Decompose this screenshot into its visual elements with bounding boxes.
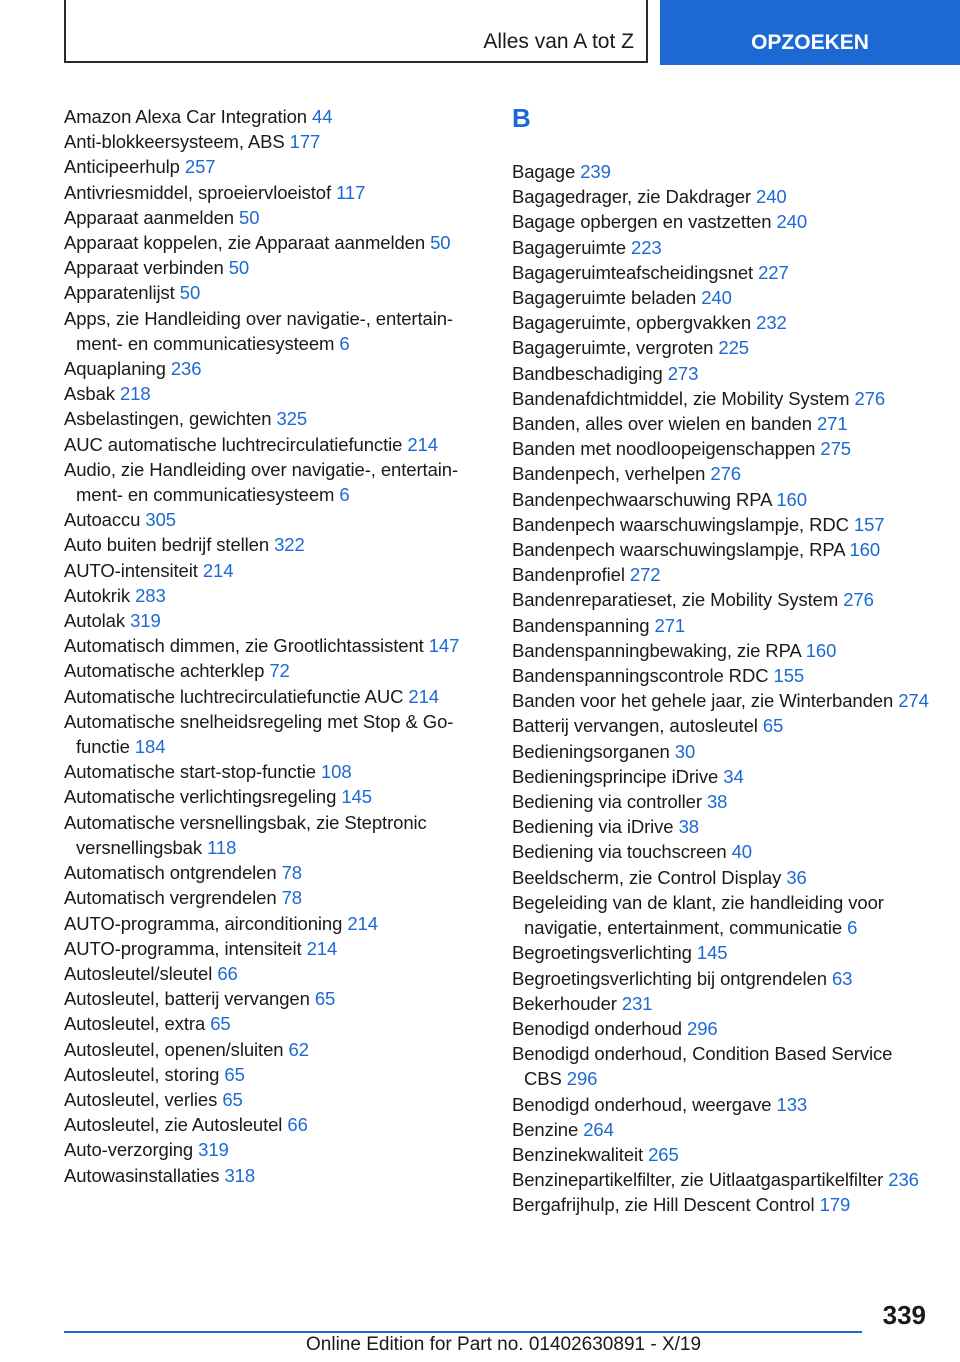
index-term: Bagageruimte (512, 236, 626, 258)
page-reference-link[interactable]: 6 (847, 917, 858, 939)
index-term: Bandenafdichtmiddel, zie Mobility System (512, 387, 850, 409)
page-reference-link[interactable]: 265 (648, 1143, 679, 1165)
index-term: AUTO-programma, airconditioning (64, 912, 343, 934)
page-reference-link[interactable]: 240 (701, 287, 732, 309)
page-reference-link[interactable]: 325 (276, 408, 308, 430)
page-reference-link[interactable]: 62 (288, 1038, 309, 1060)
page-reference-link[interactable]: 223 (631, 236, 662, 258)
index-entry (64, 759, 484, 784)
index-term: Autosleutel, verlies (64, 1088, 218, 1110)
page-reference-link[interactable]: 231 (621, 992, 653, 1014)
page-reference-link[interactable]: 44 (312, 106, 333, 127)
index-entry (64, 1137, 484, 1162)
index-entry (512, 1092, 932, 1117)
index-entry (64, 104, 484, 129)
index-entry (512, 361, 932, 386)
index-entry (512, 663, 932, 688)
page-reference-link[interactable]: 65 (762, 715, 784, 737)
index-entry (512, 260, 932, 285)
page-reference-link[interactable]: 276 (710, 463, 741, 485)
index-entry (512, 865, 932, 890)
index-column-left (64, 104, 484, 1188)
index-term: Benzine (512, 1118, 579, 1140)
index-entry (512, 436, 932, 461)
index-entry (512, 764, 932, 789)
page-reference-link[interactable]: 296 (687, 1017, 718, 1039)
index-entry (512, 890, 932, 940)
page-reference-link[interactable]: 274 (898, 690, 929, 712)
index-term: Bandenpech waarschuwingslampje, RPA (512, 539, 845, 561)
index-entry (512, 613, 932, 638)
page-reference-link[interactable]: 275 (820, 438, 851, 460)
index-term: Apparaat koppelen, zie Apparaat aanmelden (64, 232, 426, 254)
index-term: Bandenpech waarschuwingslampje, RDC (512, 513, 849, 535)
index-term: Apps, zie Handleiding over navigatie-, entertainment- en communicatiesysteem (64, 307, 454, 354)
index-term: Benodigd onderhoud (512, 1017, 682, 1039)
index-entry (64, 784, 484, 809)
index-term: Begroetingsverlichting bij ontgrendelen (512, 967, 827, 989)
index-entry (512, 159, 932, 184)
index-entry (512, 562, 932, 587)
page-reference-link[interactable]: 6 (339, 332, 350, 354)
index-term: Bagage opbergen en vastzetten (512, 211, 772, 233)
index-entry (64, 558, 484, 583)
index-entry (512, 1041, 932, 1091)
index-term: Autosleutel/sleutel (64, 962, 213, 984)
index-entry (512, 587, 932, 612)
page-reference-link[interactable]: 276 (843, 589, 874, 611)
index-term: Anti-blokkeersysteem, ABS (64, 131, 285, 153)
page-reference-link[interactable]: 66 (217, 962, 238, 984)
index-term: Asbak (64, 383, 115, 405)
index-term: Bediening via iDrive (512, 816, 674, 838)
page-reference-link[interactable]: 214 (202, 559, 234, 581)
index-entry (64, 230, 484, 255)
page-reference-link[interactable]: 214 (347, 912, 378, 934)
footer-divider (64, 1331, 862, 1333)
page-reference-link[interactable]: 236 (888, 1169, 919, 1191)
page-reference-link[interactable]: 117 (336, 181, 366, 203)
index-term: Bediening via controller (512, 791, 702, 813)
index-entry (512, 1192, 932, 1217)
index-entry (64, 860, 484, 885)
index-term: AUTO-programma, intensiteit (64, 937, 302, 959)
page-reference-link[interactable]: 214 (408, 685, 439, 707)
index-term: Automatische verlichtingsregeling (64, 786, 337, 808)
index-entry (64, 205, 484, 230)
page-reference-link[interactable]: 40 (731, 841, 752, 863)
index-term: Bagagedrager, zie Dakdrager (512, 186, 751, 208)
index-entry (64, 406, 484, 431)
page-reference-link[interactable]: 66 (287, 1114, 308, 1136)
index-term: Autosleutel, extra (64, 1013, 206, 1035)
page-reference-link[interactable]: 145 (341, 786, 372, 808)
page-reference-link[interactable]: 72 (269, 660, 290, 682)
page-reference-link[interactable]: 78 (281, 862, 302, 884)
page-reference-link[interactable]: 272 (629, 564, 661, 586)
page-reference-link[interactable]: 184 (134, 736, 166, 758)
index-term: Bandenspanningscontrole RDC (512, 665, 769, 687)
index-entry (512, 789, 932, 814)
page-reference-link[interactable]: 271 (654, 614, 686, 636)
page-reference-link[interactable]: 157 (853, 513, 885, 535)
page-reference-link[interactable]: 160 (776, 488, 807, 510)
index-term: Automatisch vergrendelen (64, 887, 277, 909)
index-term: Bergafrijhulp, zie Hill Descent Control (512, 1194, 815, 1216)
page-reference-link[interactable]: 271 (816, 413, 848, 435)
page-reference-link[interactable]: 6 (339, 484, 350, 506)
page-reference-link[interactable]: 50 (179, 282, 201, 304)
index-term: Banden met noodloopeigenschappen (512, 438, 816, 460)
index-entry (64, 154, 484, 179)
index-term: Bagageruimteafscheidingsnet (512, 261, 754, 283)
index-entry (64, 1037, 484, 1062)
index-entry (512, 512, 932, 537)
index-term: Automatische luchtrecirculatiefunctie AUC (64, 685, 404, 707)
index-entry (512, 487, 932, 512)
index-term: Autolak (64, 610, 126, 632)
index-term: AUC automatische luchtrecirculatiefunctie (64, 433, 403, 455)
index-entry (512, 940, 932, 965)
page-reference-link[interactable]: 240 (776, 211, 808, 233)
page-reference-link[interactable]: 177 (289, 131, 321, 153)
index-term: Banden voor het gehele jaar, zie Winterbanden (512, 690, 894, 712)
index-entry (64, 1011, 484, 1036)
index-entry (64, 684, 484, 709)
page-reference-link[interactable]: 108 (320, 761, 352, 783)
index-entry (64, 986, 484, 1011)
page-reference-link[interactable]: 78 (281, 887, 302, 909)
index-term: Bekerhouder (512, 992, 617, 1014)
index-term: Automatische snelheidsregeling met Stop & Go-functie (64, 710, 454, 758)
index-term: Amazon Alexa Car Integration (64, 106, 307, 127)
index-term: Bedieningsorganen (512, 740, 670, 762)
index-entry (512, 310, 932, 335)
index-entry (64, 810, 484, 860)
index-entry (512, 235, 932, 260)
index-entry (512, 285, 932, 310)
page-reference-link[interactable]: 65 (210, 1013, 231, 1035)
page-reference-link[interactable]: 63 (831, 967, 853, 989)
index-term: Autosleutel, batterij vervangen (64, 988, 310, 1010)
index-term: Bandenprofiel (512, 564, 625, 586)
index-entry (64, 306, 484, 356)
index-entry (64, 583, 484, 608)
index-term: Automatisch dimmen, zie Grootlichtassistent (64, 635, 424, 657)
page-reference-link[interactable]: 160 (805, 639, 837, 661)
index-term: Bandenreparatieset, zie Mobility System (512, 589, 839, 611)
index-term: Audio, zie Handleiding over navigatie-, entertainment- en communicatiesysteem (64, 458, 459, 506)
index-term: Aquaplaning (64, 358, 166, 380)
page-reference-link[interactable]: 118 (207, 836, 237, 858)
index-term: Bagageruimte, opbergvakken (512, 312, 752, 334)
index-entry (512, 411, 932, 436)
index-entry (512, 839, 932, 864)
index-entry (512, 1016, 932, 1041)
index-term: Apparaat aanmelden (64, 206, 234, 228)
page-reference-link[interactable]: 273 (667, 362, 699, 384)
index-term: Antivriesmiddel, sproeiervloeistof (64, 181, 332, 203)
page-reference-link[interactable]: 38 (706, 791, 728, 813)
index-entry (64, 608, 484, 633)
index-entry (512, 713, 932, 738)
index-entry (512, 1117, 932, 1142)
index-term: Batterij vervangen, autosleutel (512, 715, 758, 737)
index-entry (64, 633, 484, 658)
index-term: Autosleutel, openen/sluiten (64, 1038, 284, 1060)
index-entry (64, 532, 484, 557)
page-number: 339 (882, 1300, 926, 1330)
index-entry (512, 335, 932, 360)
page-reference-link[interactable]: 319 (130, 610, 161, 632)
index-term: Asbelastingen, gewichten (64, 408, 272, 430)
index-entry (64, 1163, 484, 1188)
index-entries-b (512, 159, 932, 1218)
index-entry (512, 1167, 932, 1192)
page-reference-link[interactable]: 133 (776, 1093, 808, 1115)
search-button[interactable]: OPZOEKEN (660, 0, 960, 65)
index-entry (512, 537, 932, 562)
index-term: Bandenpech, verhelpen (512, 463, 706, 485)
page-reference-link[interactable]: 179 (819, 1194, 851, 1216)
index-entry (512, 386, 932, 411)
page-reference-link[interactable]: 34 (723, 765, 744, 787)
page-reference-link[interactable]: 283 (135, 584, 166, 606)
page-reference-link[interactable]: 322 (274, 534, 305, 556)
index-term: Bedieningsprincipe iDrive (512, 765, 719, 787)
page-reference-link[interactable]: 65 (224, 1063, 245, 1085)
index-entry (512, 991, 932, 1016)
index-term: Anticipeerhulp (64, 156, 180, 178)
index-entry (64, 961, 484, 986)
page-reference-link[interactable]: 319 (198, 1139, 229, 1161)
index-term: Bandbeschadiging (512, 362, 663, 384)
index-term: Automatisch ontgrendelen (64, 862, 277, 884)
index-term: Beeldscherm, zie Control Display (512, 866, 782, 888)
index-entry (64, 911, 484, 936)
index-term: Automatische start-stop-functie (64, 761, 316, 783)
page-reference-link[interactable]: 155 (773, 665, 805, 687)
page-reference-link[interactable]: 50 (239, 206, 260, 228)
index-term: Bagageruimte, vergroten (512, 337, 714, 359)
index-entry (64, 709, 484, 759)
index-entry (64, 457, 484, 507)
page-reference-link[interactable]: 65 (314, 988, 336, 1010)
index-column-right (512, 104, 932, 1218)
index-term: Begroetingsverlichting (512, 942, 692, 964)
index-term: Autosleutel, storing (64, 1063, 220, 1085)
page-reference-link[interactable]: 236 (170, 358, 202, 380)
index-entry (64, 1087, 484, 1112)
index-term: Autosleutel, zie Autosleutel (64, 1114, 283, 1136)
index-entry (64, 885, 484, 910)
index-entry (64, 129, 484, 154)
page-reference-link[interactable]: 218 (119, 383, 151, 405)
index-term: Apparatenlijst (64, 282, 175, 304)
index-term: Banden, alles over wielen en banden (512, 413, 812, 435)
page-reference-link[interactable]: 240 (756, 186, 787, 208)
index-term: Autoaccu (64, 509, 141, 531)
footer-edition-text: Online Edition for Part no. 01402630891 - X/19 (306, 1334, 702, 1355)
index-term: AUTO-intensiteit (64, 559, 198, 581)
page-reference-link[interactable]: 147 (428, 635, 460, 657)
page-reference-link[interactable]: 264 (583, 1118, 614, 1140)
index-term: Bagage (512, 161, 576, 182)
index-entry (64, 1062, 484, 1087)
index-term: Benzinekwaliteit (512, 1143, 644, 1165)
index-entry (64, 381, 484, 406)
page-reference-link[interactable]: 214 (407, 433, 438, 455)
index-term: Bandenpechwaarschuwing RPA (512, 488, 772, 510)
page-reference-link[interactable]: 145 (696, 942, 728, 964)
page-reference-link[interactable]: 50 (228, 257, 250, 279)
page-reference-link[interactable]: 214 (306, 937, 338, 959)
index-entry (64, 507, 484, 532)
header-tab (64, 0, 648, 63)
section-letter: B (512, 103, 531, 133)
index-term: Apparaat verbinden (64, 257, 224, 279)
page-reference-link[interactable]: 296 (566, 1068, 598, 1090)
page-reference-link[interactable]: 36 (786, 866, 807, 888)
index-entry (64, 658, 484, 683)
index-entry (64, 936, 484, 961)
index-term: Automatische versnellingsbak, zie Steptronic versnellingsbak (64, 811, 427, 858)
index-entry (512, 461, 932, 486)
index-entry (512, 739, 932, 764)
index-term: Benodigd onderhoud, weergave (512, 1093, 772, 1115)
page-reference-link[interactable]: 227 (758, 261, 789, 283)
index-entry (64, 280, 484, 305)
index-entry (512, 638, 932, 663)
page-reference-link[interactable]: 38 (678, 816, 699, 838)
index-term: Begeleiding van de klant, zie handleiding voor navigatie, entertainment, communicatie (512, 891, 884, 939)
index-entry (64, 1112, 484, 1137)
page-reference-link[interactable]: 318 (224, 1164, 256, 1186)
index-entry (512, 814, 932, 839)
page-reference-link[interactable]: 65 (222, 1088, 243, 1110)
page-reference-link[interactable]: 225 (718, 337, 749, 359)
index-entry (512, 209, 932, 234)
index-term: Bediening via touchscreen (512, 841, 727, 863)
index-entry (64, 356, 484, 381)
index-term: Benodigd onderhoud, Condition Based Service CBS (512, 1043, 893, 1090)
index-entry (64, 432, 484, 457)
page-reference-link[interactable]: 160 (849, 539, 881, 561)
index-entry (64, 180, 484, 205)
index-term: Auto-verzorging (64, 1139, 194, 1161)
page-reference-link[interactable]: 305 (145, 509, 176, 531)
page-reference-link[interactable]: 30 (674, 740, 696, 762)
index-entry (512, 966, 932, 991)
index-entry (64, 255, 484, 280)
index-term: Bandenspanning (512, 614, 650, 636)
page-reference-link[interactable]: 239 (580, 161, 611, 182)
page-reference-link[interactable]: 276 (854, 387, 886, 409)
index-term: Automatische achterklep (64, 660, 265, 682)
index-term: Autokrik (64, 584, 131, 606)
section-title: Alles van A tot Z (483, 30, 634, 53)
index-entry (512, 184, 932, 209)
index-term: Auto buiten bedrijf stellen (64, 534, 270, 556)
page-reference-link[interactable]: 232 (756, 312, 787, 334)
index-entry (512, 1142, 932, 1167)
index-term: Bagageruimte beladen (512, 287, 697, 309)
index-term: Autowasinstallaties (64, 1164, 220, 1186)
index-entry (512, 688, 932, 713)
page-reference-link[interactable]: 257 (184, 156, 216, 178)
index-term: Benzinepartikelfilter, zie Uitlaatgaspartikelfilter (512, 1169, 884, 1191)
page-reference-link[interactable]: 50 (430, 232, 451, 254)
index-term: Bandenspanningbewaking, zie RPA (512, 639, 801, 661)
